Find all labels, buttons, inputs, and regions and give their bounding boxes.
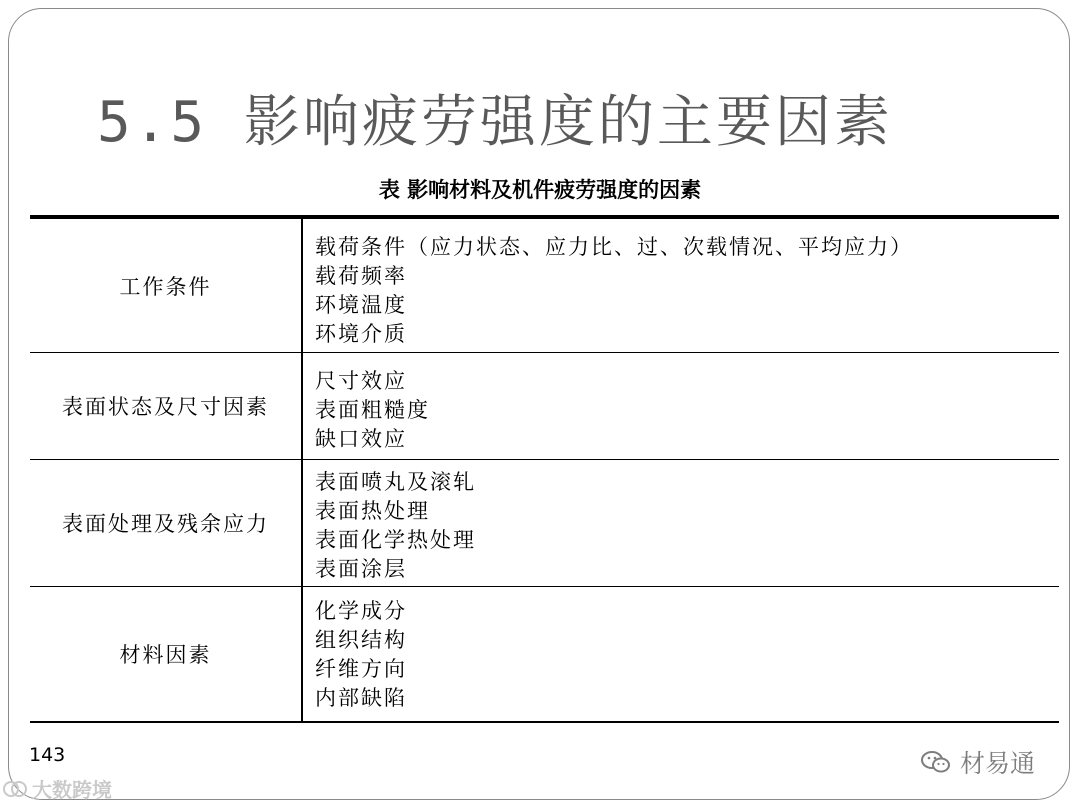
list-item: 环境介质 <box>315 322 407 346</box>
category-cell: 表面状态及尺寸因素 <box>30 353 303 459</box>
page-number: 143 <box>29 744 66 766</box>
category-cell: 材料因素 <box>30 587 303 721</box>
items-cell <box>303 219 913 352</box>
table-caption: 表 影响材料及机件疲劳强度的因素 <box>378 178 702 202</box>
list-item: 环境温度 <box>315 293 407 317</box>
watermark-left <box>2 774 112 803</box>
watermark-logo-icon <box>2 778 28 800</box>
watermark-left-text: 大数跨境 <box>32 778 112 802</box>
list-item: 组织结构 <box>315 628 407 652</box>
table-row <box>30 586 1059 721</box>
table-row <box>30 459 1059 586</box>
list-item: 表面涂层 <box>315 557 407 581</box>
wechat-icon <box>920 749 952 775</box>
factors-table <box>30 215 1059 723</box>
table-row <box>30 219 1059 352</box>
list-item: 表面喷丸及滚轧 <box>315 470 476 494</box>
watermark-right-text: 材易通 <box>960 749 1036 778</box>
list-item: 载荷条件（应力状态、应力比、过、次载情况、平均应力） <box>315 235 913 259</box>
list-item: 表面热处理 <box>315 499 430 523</box>
category-cell: 表面处理及残余应力 <box>30 460 303 586</box>
list-item: 内部缺陷 <box>315 686 407 710</box>
items-cell <box>303 353 430 459</box>
list-item: 载荷频率 <box>315 264 407 288</box>
list-item: 化学成分 <box>315 599 407 623</box>
list-item: 缺口效应 <box>315 427 407 451</box>
category-cell: 工作条件 <box>30 219 303 352</box>
items-cell <box>303 460 476 586</box>
list-item: 表面粗糙度 <box>315 398 430 422</box>
items-cell <box>303 587 407 721</box>
slide-title: 5.5 影响疲劳强度的主要因素 <box>97 90 893 155</box>
watermark-right <box>920 744 1035 780</box>
list-item: 表面化学热处理 <box>315 528 476 552</box>
list-item: 纤维方向 <box>315 657 407 681</box>
list-item: 尺寸效应 <box>315 369 407 393</box>
table-row <box>30 352 1059 459</box>
